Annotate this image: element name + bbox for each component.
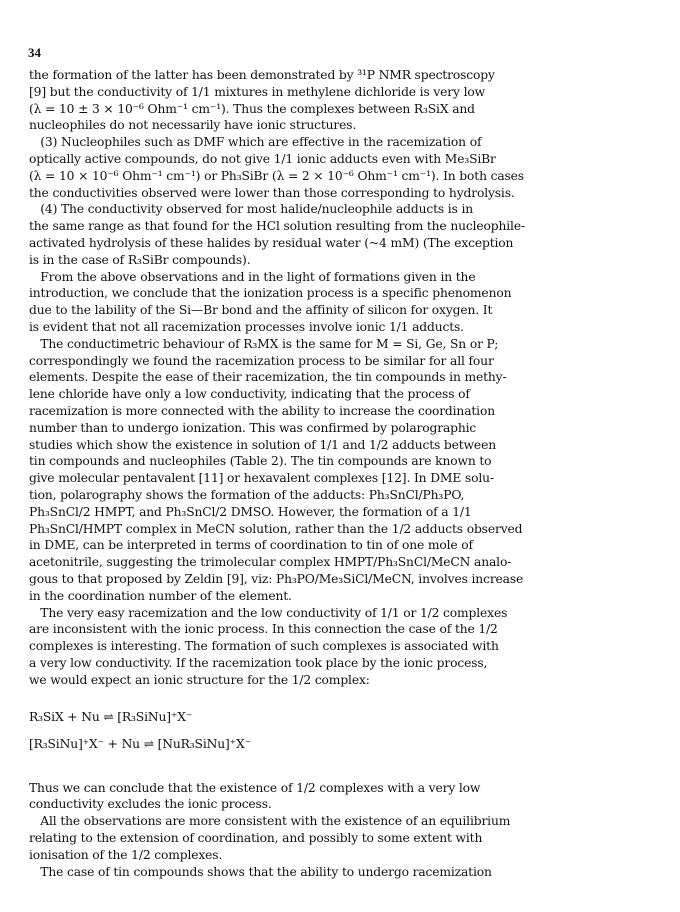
text-line: Ph₃SnCl/2 HMPT, and Ph₃SnCl/2 DMSO. However, the formation of a 1/1 bbox=[29, 504, 472, 519]
text-line: correspondingly we found the racemization process to be similar for all four bbox=[29, 353, 494, 368]
text-line: tion, polarography shows the formation of the adducts: Ph₃SnCl/Ph₃PO, bbox=[29, 487, 465, 502]
text-line: relating to the extension of coordination, and possibly to some extent with bbox=[29, 831, 483, 846]
page-number: 34 bbox=[28, 45, 41, 60]
text-line: acetonitrile, suggesting the trimolecular complex HMPT/Ph₃SnCl/MeCN analo- bbox=[29, 555, 512, 570]
text-line: give molecular pentavalent [11] or hexavalent complexes [12]. In DME solu- bbox=[29, 471, 494, 486]
text-line: is evident that not all racemization processes involve ionic 1/1 adducts. bbox=[29, 319, 464, 334]
text-line: conductivity excludes the ionic process. bbox=[29, 797, 272, 812]
text-line: The case of tin compounds shows that the ability to undergo racemization bbox=[29, 864, 492, 879]
text-line: complexes is interesting. The formation of such complexes is associated with bbox=[29, 639, 499, 654]
text-line: is in the case of R₃SiBr compounds). bbox=[29, 252, 251, 267]
text-line: (λ = 10 × 10⁻⁶ Ohm⁻¹ cm⁻¹) or Ph₃SiBr (λ = 2 × 10⁻⁶ Ohm⁻¹ cm⁻¹). In both cases bbox=[29, 168, 524, 183]
text-line: (4) The conductivity observed for most halide/nucleophile adducts is in bbox=[29, 202, 474, 217]
spacer bbox=[29, 763, 655, 780]
text-line: lene chloride have only a low conductivity, indicating that the process of bbox=[29, 387, 470, 402]
text-line: Thus we can conclude that the existence of 1/2 complexes with a very low bbox=[29, 780, 481, 795]
text-line: introduction, we conclude that the ionization process is a specific phenomenon bbox=[29, 286, 512, 301]
text-line: (3) Nucleophiles such as DMF which are effective in the racemization of bbox=[29, 135, 482, 150]
text-line: racemization is more connected with the ability to increase the coordination bbox=[29, 403, 495, 418]
text-line: The conductimetric behaviour of R₃MX is the same for M = Si, Ge, Sn or P; bbox=[29, 336, 499, 351]
text-line: are inconsistent with the ionic process. In this connection the case of the 1/2 bbox=[29, 622, 498, 637]
text-line: Ph₃SnCl/HMPT complex in MeCN solution, rather than the 1/2 adducts observed bbox=[29, 521, 523, 536]
text-line: From the above observations and in the light of formations given in the bbox=[29, 269, 476, 284]
text-line: ionisation of the 1/2 complexes. bbox=[29, 847, 223, 862]
equation: R₃SiX + Nu ⇌ [R₃SiNu]⁺X⁻ bbox=[29, 710, 193, 725]
text-line: optically active compounds, do not give 1/1 ionic adducts even with Me₃SiBr bbox=[29, 151, 496, 166]
text-line: in DME, can be interpreted in terms of coordination to tin of one mole of bbox=[29, 538, 473, 553]
text-line: (λ = 10 ± 3 × 10⁻⁶ Ohm⁻¹ cm⁻¹). Thus the complexes between R₃SiX and bbox=[29, 101, 475, 116]
text-line: the same range as that found for the HCl solution resulting from the nucleophile- bbox=[29, 219, 525, 234]
text-line: we would expect an ionic structure for the 1/2 complex: bbox=[29, 672, 370, 687]
text-line: All the observations are more consistent with the existence of an equilibrium bbox=[29, 814, 511, 829]
text-line: the formation of the latter has been demonstrated by ³¹P NMR spectroscopy bbox=[29, 68, 495, 82]
text-line: studies which show the existence in solution of 1/1 and 1/2 adducts between bbox=[29, 437, 496, 452]
text-line: elements. Despite the ease of their racemization, the tin compounds in methy- bbox=[29, 370, 507, 385]
text-line: [9] but the conductivity of 1/1 mixtures in methylene dichloride is very low bbox=[29, 84, 485, 99]
equation: [R₃SiNu]⁺X⁻ + Nu ⇌ [NuR₃SiNu]⁺X⁻ bbox=[29, 737, 251, 752]
text-line: a very low conductivity. If the racemization took place by the ionic process, bbox=[29, 655, 488, 670]
text-line: the conductivities observed were lower than those corresponding to hydrolysis. bbox=[29, 185, 515, 200]
text-line: due to the lability of the Si—Br bond and the affinity of silicon for oxygen. It bbox=[29, 303, 493, 318]
text-line: number than to undergo ionization. This was confirmed by polarographic bbox=[29, 420, 477, 435]
text-line: activated hydrolysis of these halides by residual water (~4 mM) (The exception bbox=[29, 235, 514, 250]
body-text bbox=[29, 67, 655, 880]
text-line: in the coordination number of the element. bbox=[29, 588, 292, 603]
spacer bbox=[29, 688, 655, 705]
text-line: nucleophiles do not necessarily have ionic structures. bbox=[29, 118, 357, 133]
text-line: The very easy racemization and the low conductivity of 1/1 or 1/2 complexes bbox=[29, 605, 508, 620]
text-line: tin compounds and nucleophiles (Table 2). The tin compounds are known to bbox=[29, 454, 492, 469]
text-line: gous to that proposed by Zeldin [9], viz: Ph₃PO/Me₃SiCl/MeCN, involves increase bbox=[29, 571, 524, 586]
